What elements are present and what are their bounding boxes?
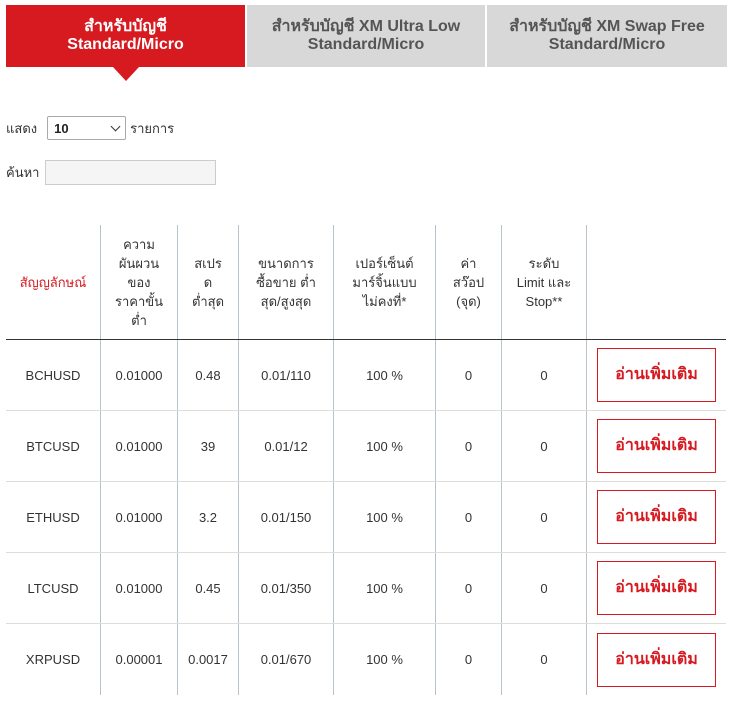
cell-limit-stop: 0 bbox=[502, 553, 587, 623]
search-label: ค้นหา bbox=[6, 165, 40, 180]
tab-label-line2: Standard/Micro bbox=[67, 36, 184, 53]
cell-swap: 0 bbox=[436, 340, 502, 410]
cell-min-tick: 0.01000 bbox=[101, 553, 178, 623]
cell-min-spread: 0.45 bbox=[178, 553, 239, 623]
header-swap bbox=[436, 225, 502, 339]
header-limit-stop bbox=[502, 225, 587, 339]
cell-swap: 0 bbox=[436, 624, 502, 695]
tab-label-line1: สำหรับบัญชี bbox=[84, 18, 167, 35]
cell-margin: 100 % bbox=[334, 624, 436, 695]
show-label: แสดง bbox=[6, 120, 38, 136]
header-label: สเปร ด ต่ำสุด bbox=[191, 255, 225, 309]
table-row bbox=[6, 340, 726, 411]
header-action bbox=[587, 225, 726, 339]
cell-limit-stop: 0 bbox=[502, 411, 587, 481]
table-row bbox=[6, 482, 726, 553]
tab-label-line2: Standard/Micro bbox=[307, 36, 425, 53]
page-size-control bbox=[6, 116, 174, 140]
cell-lot-size: 0.01/110 bbox=[239, 340, 334, 410]
cell-symbol: ETHUSD bbox=[6, 482, 101, 552]
table-body bbox=[6, 340, 726, 695]
cell-min-tick: 0.01000 bbox=[101, 482, 178, 552]
read-more-button[interactable]: อ่านเพิ่มเติม bbox=[597, 633, 716, 687]
cell-swap: 0 bbox=[436, 553, 502, 623]
chevron-down-icon bbox=[111, 121, 121, 131]
cell-margin: 100 % bbox=[334, 482, 436, 552]
header-min-tick bbox=[101, 225, 178, 339]
header-label: ขนาดการ ซื้อขาย ต่ำ สุด/สูงสุด bbox=[256, 255, 316, 309]
header-label: ความ ผันผวน ของ ราคาขั้น ต่ำ bbox=[114, 236, 164, 328]
header-margin bbox=[334, 225, 436, 339]
header-label: เปอร์เซ็นต์ มาร์จิ้นแบบ ไม่คงที่* bbox=[352, 255, 417, 309]
cell-margin: 100 % bbox=[334, 553, 436, 623]
tab-label-line1: สำหรับบัญชี XM Ultra Low bbox=[271, 18, 461, 35]
cell-limit-stop: 0 bbox=[502, 340, 587, 410]
cell-min-spread: 39 bbox=[178, 411, 239, 481]
cell-min-spread: 0.0017 bbox=[178, 624, 239, 695]
header-min-spread bbox=[178, 225, 239, 339]
cell-symbol: BCHUSD bbox=[6, 340, 101, 410]
cell-limit-stop: 0 bbox=[502, 482, 587, 552]
read-more-button[interactable]: อ่านเพิ่มเติม bbox=[597, 419, 716, 473]
tab-standard-micro[interactable] bbox=[6, 5, 245, 67]
header-lot-size bbox=[239, 225, 334, 339]
search-input[interactable] bbox=[45, 160, 216, 185]
table-row bbox=[6, 553, 726, 624]
cell-symbol: LTCUSD bbox=[6, 553, 101, 623]
cell-margin: 100 % bbox=[334, 340, 436, 410]
tab-swap-free[interactable] bbox=[487, 5, 727, 67]
cell-min-spread: 3.2 bbox=[178, 482, 239, 552]
read-more-button[interactable]: อ่านเพิ่มเติม bbox=[597, 348, 716, 402]
page-size-value: 10 bbox=[54, 120, 69, 136]
header-label: ระดับ Limit และ Stop** bbox=[516, 255, 572, 309]
cell-swap: 0 bbox=[436, 411, 502, 481]
cell-action bbox=[587, 482, 726, 552]
tab-label-line1: สำหรับบัญชี XM Swap Free bbox=[509, 18, 705, 35]
entries-label: รายการ bbox=[130, 120, 175, 136]
cell-margin: 100 % bbox=[334, 411, 436, 481]
search-control bbox=[6, 160, 216, 185]
account-type-tabs bbox=[6, 5, 727, 67]
cell-lot-size: 0.01/12 bbox=[239, 411, 334, 481]
cell-lot-size: 0.01/150 bbox=[239, 482, 334, 552]
instruments-table bbox=[6, 225, 726, 695]
cell-action bbox=[587, 340, 726, 410]
header-symbol bbox=[6, 225, 101, 339]
cell-swap: 0 bbox=[436, 482, 502, 552]
cell-symbol: XRPUSD bbox=[6, 624, 101, 695]
read-more-button[interactable]: อ่านเพิ่มเติม bbox=[597, 490, 716, 544]
header-label: สัญญลักษณ์ bbox=[19, 274, 87, 290]
cell-action bbox=[587, 411, 726, 481]
cell-min-tick: 0.01000 bbox=[101, 411, 178, 481]
cell-lot-size: 0.01/670 bbox=[239, 624, 334, 695]
cell-min-spread: 0.48 bbox=[178, 340, 239, 410]
active-tab-arrow-icon bbox=[113, 67, 139, 81]
read-more-button[interactable]: อ่านเพิ่มเติม bbox=[597, 561, 716, 615]
tab-ultra-low[interactable] bbox=[247, 5, 485, 67]
cell-lot-size: 0.01/350 bbox=[239, 553, 334, 623]
cell-action bbox=[587, 624, 726, 695]
cell-min-tick: 0.00001 bbox=[101, 624, 178, 695]
header-label: ค่า สว๊อป (จุด) bbox=[452, 255, 485, 309]
page-size-select[interactable] bbox=[47, 116, 126, 140]
table-header bbox=[6, 225, 726, 340]
table-row bbox=[6, 624, 726, 695]
tab-label-line2: Standard/Micro bbox=[548, 36, 666, 53]
cell-min-tick: 0.01000 bbox=[101, 340, 178, 410]
cell-action bbox=[587, 553, 726, 623]
cell-limit-stop: 0 bbox=[502, 624, 587, 695]
table-row bbox=[6, 411, 726, 482]
cell-symbol: BTCUSD bbox=[6, 411, 101, 481]
